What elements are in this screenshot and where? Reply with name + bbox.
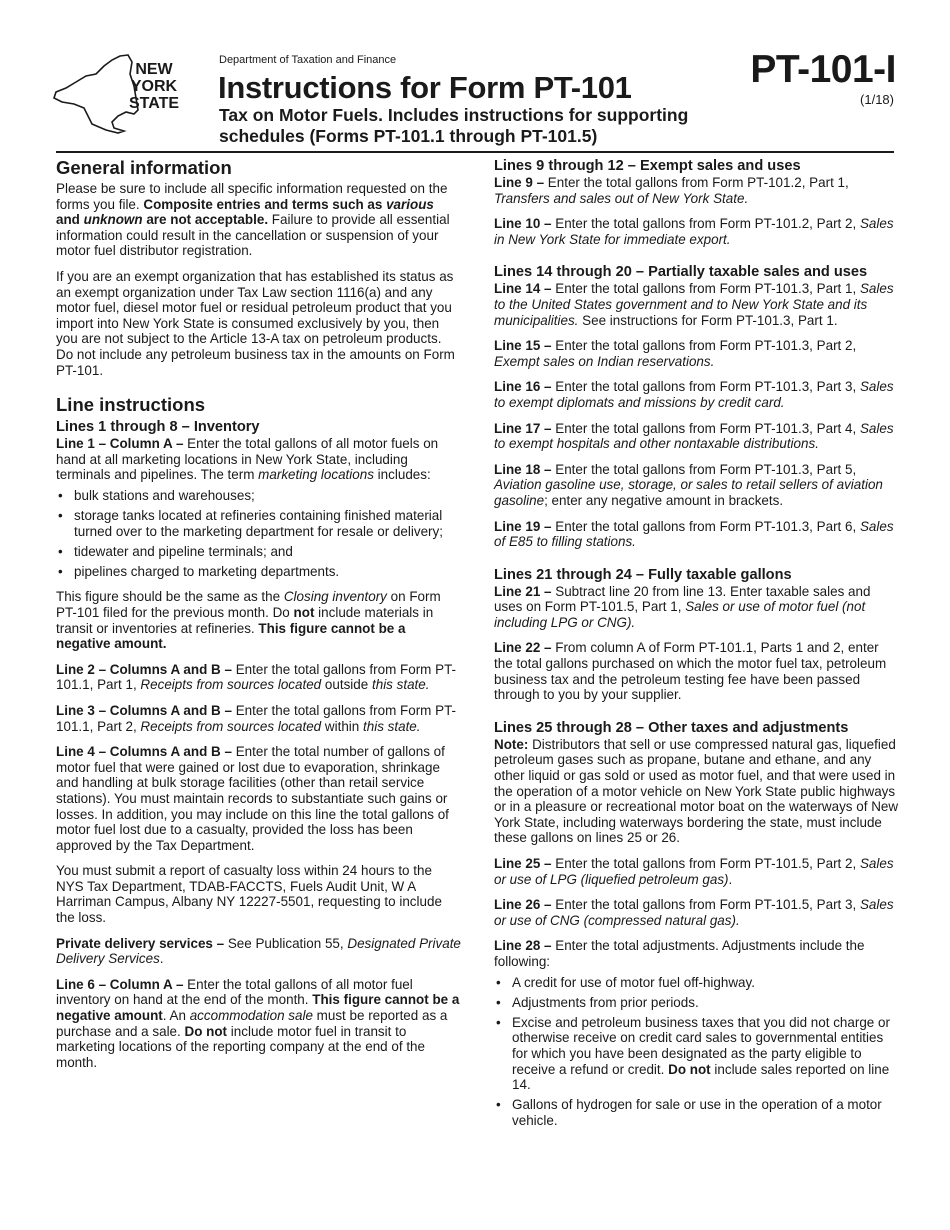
department-name: Department of Taxation and Finance (219, 54, 397, 66)
list-item: • pipelines charged to marketing departments. (56, 564, 461, 580)
exempt-sales-heading: Lines 9 through 12 – Exempt sales and uses (494, 158, 801, 174)
list-item: • Adjustments from prior periods. (494, 995, 899, 1011)
logo-text-new: NEW (135, 61, 173, 78)
fully-taxable-heading: Lines 21 through 24 – Fully taxable gallons (494, 566, 792, 583)
inventory-subheading: Lines 1 through 8 – Inventory (56, 419, 260, 436)
logo-text-state: STATE (128, 95, 180, 112)
line-10-instruction: Line 10 – Enter the total gallons from Form PT-101.2, Part 2, Sales in New York State for immediate export. (494, 216, 894, 247)
line-16-instruction: Line 16 – Enter the total gallons from Form PT-101.3, Part 3, Sales to exempt diplomats and missions by credit card. (494, 379, 894, 410)
other-taxes-heading: Lines 25 through 28 – Other taxes and adjustments (494, 719, 849, 736)
partially-taxable-heading: Lines 14 through 20 – Partially taxable sales and uses (494, 264, 868, 281)
logo-text-york: YORK (130, 78, 178, 95)
line-15-instruction: Line 15 – Enter the total gallons from Form PT-101.3, Part 2, Exempt sales on Indian reservations. (494, 338, 857, 369)
line-3-instruction: Line 3 – Columns A and B – Enter the total gallons from Form PT-101.1, Part 2, Receipts from sources located within this state. (56, 702, 457, 734)
line-19-instruction: Line 19 – Enter the total gallons from Form PT-101.3, Part 6, Sales of E85 to filling stations. (494, 518, 894, 550)
state-outline-icon (54, 55, 138, 133)
list-item: • A credit for use of motor fuel off-highway. (494, 975, 899, 991)
form-date: (1/18) (860, 92, 894, 107)
header-divider (56, 151, 894, 153)
line-2-instruction: Line 2 – Columns A and B – Enter the total gallons from Form PT-101.1, Part 1, Receipts from sources located outside this state. (56, 661, 457, 693)
page-title: Instructions for Form PT-101 (218, 70, 632, 105)
list-item: • tidewater and pipeline terminals; and (56, 544, 461, 560)
form-number: PT-101-I (750, 48, 896, 91)
line-28-instruction: Line 28 – Enter the total adjustments. Adjustments include the following: (494, 938, 865, 969)
general-info-heading: General information (56, 157, 232, 178)
line-1-instruction: Line 1 – Column A – Enter the total gallons of all motor fuels on hand at all marketing locations in New York State, including terminals and pipelines. The term marketing locations includes: (56, 436, 439, 483)
casualty-loss-paragraph: You must submit a report of casualty loss within 24 hours to the NYS Tax Department, TDAB-FACCTS, Fuels Audit Unit, W A Harriman Campus, Albany NY 12227-5501, requesting to include the loss. (56, 863, 442, 926)
line-4-instruction: Line 4 – Columns A and B – Enter the total number of gallons of motor fuel that were gained or lost due to evaporation, shrinkage and handling at bulk storage facilities (other than retail service stations). You must maintain records to substantiate such gains or losses. In addition, you may include on this line the total gallons of motor fuel lost due to a casualty, provided the loss has been approved by the Tax Department. (56, 744, 449, 853)
line-26-instruction: Line 26 – Enter the total gallons from Form PT-101.5, Part 3, Sales or use of CNG (compressed natural gas). (494, 897, 894, 928)
line-14-instruction: Line 14 – Enter the total gallons from Form PT-101.3, Part 1, Sales to the United States government and to New York State and its municipalities. See instructions for Form PT-101.3, Part 1. (494, 281, 894, 328)
right-column (494, 157, 899, 1138)
line-9-instruction: Line 9 – Enter the total gallons from Form PT-101.2, Part 1, Transfers and sales out of New York State. (494, 175, 849, 206)
list-item: • bulk stations and warehouses; (56, 488, 461, 504)
list-item: • Gallons of hydrogen for sale or use in the operation of a motor vehicle. (494, 1097, 899, 1128)
list-item: • Excise and petroleum business taxes that you did not charge or otherwise receive on credit card sales to governmental entities for which you have been designated as the party eligible to receive a refund or credit. Do not include sales reported on line 14. (494, 1015, 899, 1093)
adjustments-list (494, 975, 899, 1129)
marketing-locations-list (56, 488, 461, 579)
line-25-instruction: Line 25 – Enter the total gallons from Form PT-101.5, Part 2, Sales or use of LPG (liquefied petroleum gas). (494, 856, 894, 887)
general-info-paragraph-2: If you are an exempt organization that has established its status as an exempt organization under Tax Law section 1116(a) and any motor fuel, diesel motor fuel or residual petroleum product that you import into New York State is consumed exclusively by you, then you are not subject to the Article 13-A tax on petroleum products. Do not include any petroleum business tax in the amounts on Form PT-101. (56, 268, 455, 378)
inventory-figure-note: This figure should be the same as the Closing inventory on Form PT-101 filed for the previous month. Do not include materials in transit or inventories at refineries. This figure cannot be a negative amount. (56, 589, 441, 652)
line-22-instruction: Line 22 – From column A of Form PT-101.1, Parts 1 and 2, enter the total gallons purchased on which the motor fuel tax, petroleum business tax and the petroleum testing fee have been passed through to you by your supplier. (494, 640, 887, 703)
left-column (56, 157, 461, 1080)
distributors-note: Note: Distributors that sell or use compressed natural gas, liquefied petroleum gases such as propane, butane and ethane, and any other liquid or gas sold or used as motor fuel, and that were used in the operation of a motor vehicle on New York State public highways or in a pleasure or recreational motor boat on the waterways of New York State, including waterways bordering the state, must include these gallons on lines 25 or 26. (494, 736, 899, 846)
line-21-instruction: Line 21 – Subtract line 20 from line 13. Enter taxable sales and uses on Form PT-101.5, Part 1, Sales or use of motor fuel (not including LPG or CNG). (494, 583, 871, 630)
private-delivery-paragraph: Private delivery services – See Publication 55, Designated Private Delivery Services. (56, 935, 461, 967)
line-17-instruction: Line 17 – Enter the total gallons from Form PT-101.3, Part 4, Sales to exempt hospitals and other nontaxable distributions. (494, 420, 894, 452)
nys-logo (52, 52, 184, 134)
line-instructions-heading: Line instructions (56, 394, 206, 416)
line-6-instruction: Line 6 – Column A – Enter the total gallons of all motor fuel inventory on hand at the end of the month. This figure cannot be a negative amount. An accommodation sale must be reported as a purchase and a sale. Do not include motor fuel in transit to marketing locations of the reporting company at the end of the month. (56, 976, 460, 1070)
page-subtitle: Tax on Motor Fuels. Includes instructions for supporting schedules (Forms PT-101.1 through PT-101.5) (219, 105, 689, 146)
list-item: • storage tanks located at refineries containing finished material turned over to the marketing department for resale or delivery; (56, 508, 461, 539)
line-18-instruction: Line 18 – Enter the total gallons from Form PT-101.3, Part 5, Aviation gasoline use, storage, or sales to retail sellers of aviation gasoline; enter any negative amount in brackets. (494, 461, 883, 508)
general-info-paragraph-1: Please be sure to include all specific information requested on the forms you file. Composite entries and terms such as various and unknown are not acceptable. Failure to provide all essential information could result in the cancellation or suspension of your motor fuel distributor registration. (56, 181, 450, 259)
